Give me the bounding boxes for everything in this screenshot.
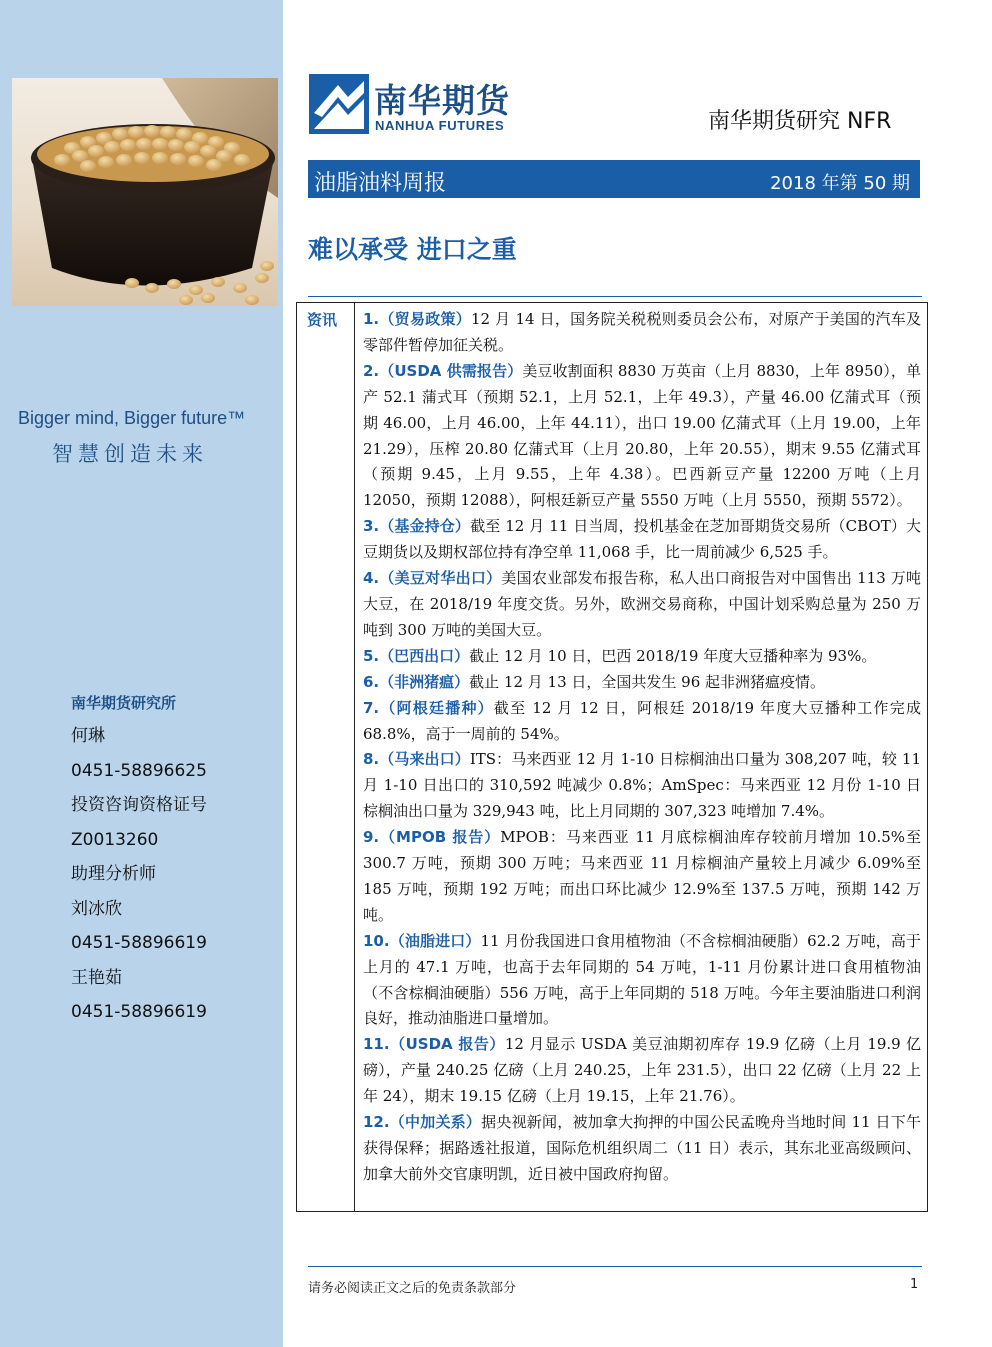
- slogan-chinese: 智慧创造未来: [52, 442, 208, 466]
- news-text: 截止 12 月 10 日，巴西 2018/19 年度大豆播种率为 93%。: [469, 646, 877, 665]
- news-label: 资讯: [307, 311, 338, 329]
- news-text: ITS：马来西亚 12 月 1-10 日棕榈油出口量为 308,207 吨，较 11 月 1-10 日出口的 310,592 吨减少 0.8%；AmSpec：马来西亚 12 月份 1-10 日棕榈油出口量为 329,943 吨，比上月同期的 307,323 吨增加 7.4%。: [363, 750, 921, 821]
- news-item: [363, 696, 921, 748]
- news-tag: 10.（油脂进口）: [363, 931, 481, 950]
- contact-line: 助理分析师: [71, 864, 156, 884]
- news-item: [363, 1032, 921, 1110]
- analyst-contacts: [71, 692, 207, 1030]
- news-item: [363, 825, 921, 929]
- news-tag: 7.（阿根廷播种）: [363, 698, 494, 717]
- news-text: 美豆收割面积 8830 万英亩（上月 8830，上年 8950），单产 52.1 蒲式耳（预期 52.1，上月 52.1，上年 49.3），产量 46.00 亿蒲式耳（预期 46.00，上月 46.00，上年 44.11），出口 19.00 亿蒲式耳（上月 19.00，上年 21.29），压榨 20.80 亿蒲式耳（上月 20.80，上年 20.55），期末 9.55 亿蒲式耳（预期 9.45，上月 9.55，上年 4.38）。巴西新豆产量 12200 万吨（上月 12050，预期 12088），阿根廷新豆产量 5550 万吨（上月 5550，预期 5572）。: [363, 361, 921, 510]
- news-text: MPOB：马来西亚 11 月底棕榈油库存较前月增加 10.5%至 300.7 万吨，预期 300 万吨；马来西亚 11 月棕榈油产量较上月减少 6.09%至 185 万吨，预期 192 万吨；而出口环比减少 12.9%至 137.5 万吨，预期 142 万吨。: [363, 828, 921, 924]
- news-tag: 4.（美豆对华出口）: [363, 569, 502, 588]
- footer-disclaimer: 请务必阅读正文之后的免责条款部分: [308, 1281, 517, 1296]
- news-item: [363, 359, 921, 514]
- divider: [308, 296, 922, 297]
- news-tag: 9.（MPOB 报告）: [363, 828, 501, 847]
- contact-heading: 南华期货研究所: [71, 694, 177, 712]
- news-tag: 2.（USDA 供需报告）: [363, 361, 523, 380]
- page-number: 1: [910, 1277, 919, 1292]
- news-tag: 5.（巴西出口）: [363, 646, 470, 665]
- news-tag: 11.（USDA 报告）: [363, 1035, 505, 1054]
- news-item: [363, 670, 921, 696]
- news-text: 截至 12 月 12 日，阿根廷 2018/19 年度大豆播种工作完成 68.8%，高于一周前的 54%。: [363, 698, 921, 743]
- news-item: [363, 1110, 921, 1188]
- news-tag: 8.（马来出口）: [363, 750, 470, 769]
- report-issue: 2018 年第 50 期: [770, 173, 910, 194]
- logo-chinese-name: 南华期货: [374, 81, 510, 120]
- news-body: [363, 307, 921, 1188]
- contact-line: 刘冰欣: [71, 898, 122, 919]
- news-text: 据央视新闻，被加拿大拘押的中国公民孟晚舟当地时间 11 日下午获得保释；据路透社报道，国际危机组织周二（11 日）表示，其东北亚高级顾问、加拿大前外交官康明凯，近日被中国政府拘留。: [363, 1113, 921, 1183]
- news-tag: 3.（基金持仓）: [363, 517, 471, 536]
- research-label: 南华期货研究 NFR: [708, 109, 892, 134]
- contact-line: 投资咨询资格证号: [71, 795, 207, 815]
- news-tag: 12.（中加关系）: [363, 1113, 482, 1132]
- news-tag: 6.（非洲猪瘟）: [363, 672, 470, 691]
- news-text: 截止 12 月 13 日，全国共发生 96 起非洲猪瘟疫情。: [469, 672, 826, 691]
- nanhua-logo: [308, 73, 538, 135]
- nanhua-logo-icon: [308, 73, 370, 135]
- news-text: 12 月 14 日，国务院关税税则委员会公布，对原产于美国的汽车及零部件暂停加征关税。: [363, 310, 921, 354]
- contact-line: 王艳茹: [71, 967, 122, 988]
- news-text: 12 月显示 USDA 美豆油期初库存 19.9 亿磅（上月 19.9 亿磅），产量 240.25 亿磅（上月 240.25，上年 231.5），出口 22 亿磅（上月 22 上年 24），期末 19.15 亿磅（上月 19.15，上年 21.76）。: [363, 1035, 921, 1106]
- footer-divider: [308, 1266, 922, 1267]
- news-text: 美国农业部发布报告称，私人出口商报告对中国售出 113 万吨大豆，在 2018/19 年度交货。另外，欧洲交易商称，中国计划采购总量为 250 万吨到 300 万吨的美国大豆。: [363, 569, 921, 639]
- contact-line: 何琳: [71, 726, 105, 746]
- soybean-bowl-illustration: [12, 78, 278, 306]
- news-text: 11 月份我国进口食用植物油（不含棕榈油硬脂）62.2 万吨，高于上月的 47.1 万吨，也高于去年同期的 54 万吨，1-11 月份累计进口食用植物油（不含棕榈油硬脂）556 万吨，高于上年同期的 518 万吨。今年主要油脂进口利润良好，推动油脂进口量增加。: [363, 931, 921, 1028]
- slogan-english: Bigger mind, Bigger future™: [18, 408, 246, 428]
- report-title-bar: [308, 160, 920, 198]
- news-label-cell: [297, 303, 355, 1211]
- soybean-bowl-image: [12, 78, 278, 306]
- news-table: [296, 302, 928, 1212]
- news-item: [363, 644, 921, 670]
- news-item: [363, 747, 921, 825]
- page-title: 难以承受 进口之重: [308, 235, 517, 264]
- news-item: [363, 566, 921, 644]
- contact-line: 0451-58896625: [71, 760, 207, 781]
- logo-english-name: NANHUA FUTURES: [375, 118, 505, 133]
- contact-line: 0451-58896619: [71, 933, 207, 953]
- contact-line: 0451-58896619: [71, 1002, 207, 1022]
- left-sidebar: [0, 0, 283, 1347]
- news-item: [363, 514, 921, 566]
- news-item: [363, 929, 921, 1033]
- report-name: 油脂油料周报: [314, 171, 447, 196]
- news-text: 截至 12 月 11 日当周，投机基金在芝加哥期货交易所（CBOT）大豆期货以及期权部位持有净空单 11,068 手，比一周前减少 6,525 手。: [363, 517, 921, 562]
- contact-line: Z0013260: [71, 829, 159, 850]
- news-tag: 1.（贸易政策）: [363, 310, 472, 328]
- news-item: [363, 307, 921, 359]
